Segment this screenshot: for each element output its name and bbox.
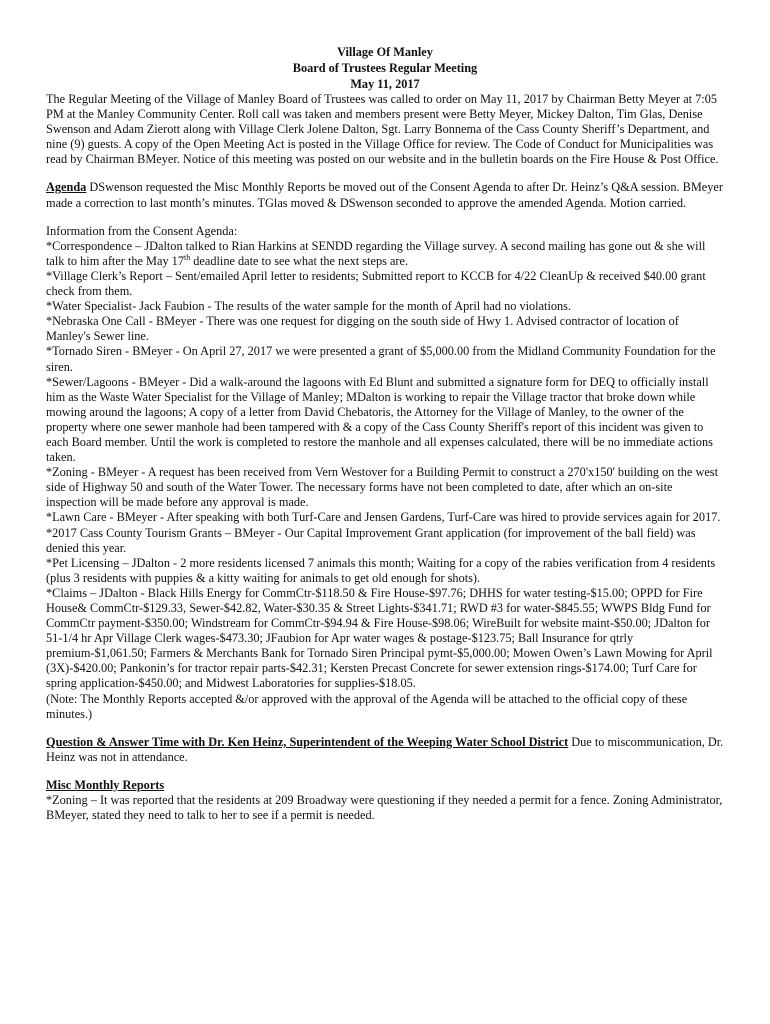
correspondence-superscript: th [183, 252, 191, 262]
consent-item-correspondence [46, 239, 724, 269]
qa-heading: Question & Answer Time with Dr. Ken Heinz, Superintendent of the Weeping Water School District [46, 734, 569, 749]
consent-item-lawn-care: *Lawn Care - BMeyer - After speaking with both Turf-Care and Jensen Gardens, Turf-Care was hired to provide services again for 2017. [46, 510, 721, 525]
correspondence-text-a: *Correspondence – JDalton talked to Rian Harkins at SENDD regarding the Village survey. A second mailing has gone out & she will talk to him after the May 17 [46, 238, 706, 268]
consent-item-sewer-lagoons: *Sewer/Lagoons - BMeyer - Did a walk-around the lagoons with Ed Blunt and submitted a signature form for DEQ to officially install him as the Waste Water Specialist for the Village of Manley; MDalton is working to repair the Village tractor that broke down while mowing around the lagoons; A copy of a letter from David Chebatoris, the Attorney for the Village of Manley, to the owner of the property where one sewer manhole had been tampered with & a copy of the Cass County Sheriff's report of this incident was given to each Board member. Until the work is completed to restore the manhole and all expenses calculated, there will be no immediate actions taken. [46, 374, 713, 465]
agenda-text: DSwenson requested the Misc Monthly Reports be moved out of the Consent Agenda to after Dr. Heinz’s Q&A session. BMeyer made a correction to last month’s minutes. TGlas moved & DSwenson seconded to approve the amended Agenda. Motion carried. [46, 180, 723, 210]
agenda-heading: Agenda [46, 180, 87, 195]
consent-item-tornado-siren: *Tornado Siren - BMeyer - On April 27, 2017 we were presented a grant of $5,000.00 from the Midland Community Foundation for the siren. [46, 344, 716, 374]
consent-item-pet-licensing: *Pet Licensing – JDalton - 2 more residents licensed 7 animals this month; Waiting for a copy of the rabies verification from 4 residents (plus 3 residents with puppies & a kitty waiting for animals to get old enough for shots). [46, 555, 716, 585]
consent-note: (Note: The Monthly Reports accepted &/or approved with the approval of the Agenda will be attached to the official copy of these minutes.) [46, 691, 688, 721]
consent-item-claims: *Claims – JDalton - Black Hills Energy for CommCtr-$118.50 & Fire House-$97.76; DHHS for water testing-$15.00; OPPD for Fire House& CommCtr-$129.33, Sewer-$42.82, Water-$30.35 & Street Lights-$341.71; RWD #3 for water-$845.55; WWPS Bldg Fund for CommCtr payment-$350.00; Windstream for CommCtr-$94.94 & Fire House-$98.06; WireBuilt for website maint-$50.00; JDalton for 51-1/4 hr Apr Village Clerk wages-$473.30; JFaubion for Apr water wages & postage-$123.75; Ball Insurance for qtrly premium-$1,061.50; Farmers & Merchants Bank for Tornado Siren Principal pymt-$5,000.00; Mowen Owen’s Lawn Mowing for April (3X)-$420.00; Pankonin’s for tractor repair parts-$42.31; Kersten Precast Concrete for sewer extension rings-$174.00; Turf Care for spring application-$450.00; and Midwest Laboratories for supplies-$18.05. [46, 585, 713, 691]
agenda-paragraph [46, 180, 724, 210]
misc-reports-section [46, 778, 724, 823]
consent-title: Information from the Consent Agenda: [46, 223, 238, 238]
consent-agenda-section [46, 224, 724, 722]
meeting-date: May 11, 2017 [350, 77, 420, 91]
intro-paragraph: The Regular Meeting of the Village of Manley Board of Trustees was called to order on May 11, 2017 by Chairman Betty Meyer at 7:05 PM at the Manley Community Center. Roll call was taken and members present were Betty Meyer, Mickey Dalton, Tim Glas, Denise Swenson and Adam Zierott along with Village Clerk Jolene Dalton, Sgt. Larry Bonnema of the Cass County Sheriff’s Department, and nine (9) guests. A copy of the Open Meeting Act is posted in the Village Office for review. The Code of Conduct for Municipalities was read by Chairman BMeyer. Notice of this meeting was posted on our website and in the bulletin boards on the Fire House & Post Office. [46, 92, 719, 167]
consent-item-clerk-report: *Village Clerk’s Report – Sent/emailed April letter to residents; Submitted report to KCCB for 4/22 CleanUp & received $40.00 grant check from them. [46, 268, 706, 299]
meeting-title: Board of Trustees Regular Meeting [292, 61, 478, 75]
document-header [46, 44, 724, 92]
consent-item-zoning: *Zoning - BMeyer - A request has been received from Vern Westover for a Building Permit to construct a 270'x150' building on the west side of Highway 50 and south of the Water Tower. The necessary forms have not been completed to date, after which an on-site inspection will be made before any approval is made. [46, 465, 718, 510]
consent-item-water-specialist: *Water Specialist- Jack Faubion - The results of the water sample for the month of April had no violations. [46, 299, 572, 314]
misc-zoning-text: *Zoning – It was reported that the residents at 209 Broadway were questioning if they needed a permit for a fence. Zoning Administrator, BMeyer, stated they need to talk to her to see if a permit is needed. [46, 793, 723, 823]
consent-item-nebraska-one-call: *Nebraska One Call - BMeyer - There was one request for digging on the south side of Hwy 1. Advised contractor of location of Manley's Sewer line. [46, 314, 679, 344]
qa-text: Due to miscommunication, Dr. Heinz was not in attendance. [46, 734, 724, 764]
village-name: Village Of Manley [337, 45, 433, 59]
correspondence-text-b: deadline date to see what the next steps are. [190, 253, 409, 268]
misc-heading: Misc Monthly Reports [46, 777, 165, 792]
misc-heading-line [46, 778, 724, 793]
consent-item-tourism-grants: *2017 Cass County Tourism Grants – BMeyer - Our Capital Improvement Grant application (for improvement of the ball field) was denied this year. [46, 525, 696, 555]
qa-paragraph [46, 735, 724, 765]
